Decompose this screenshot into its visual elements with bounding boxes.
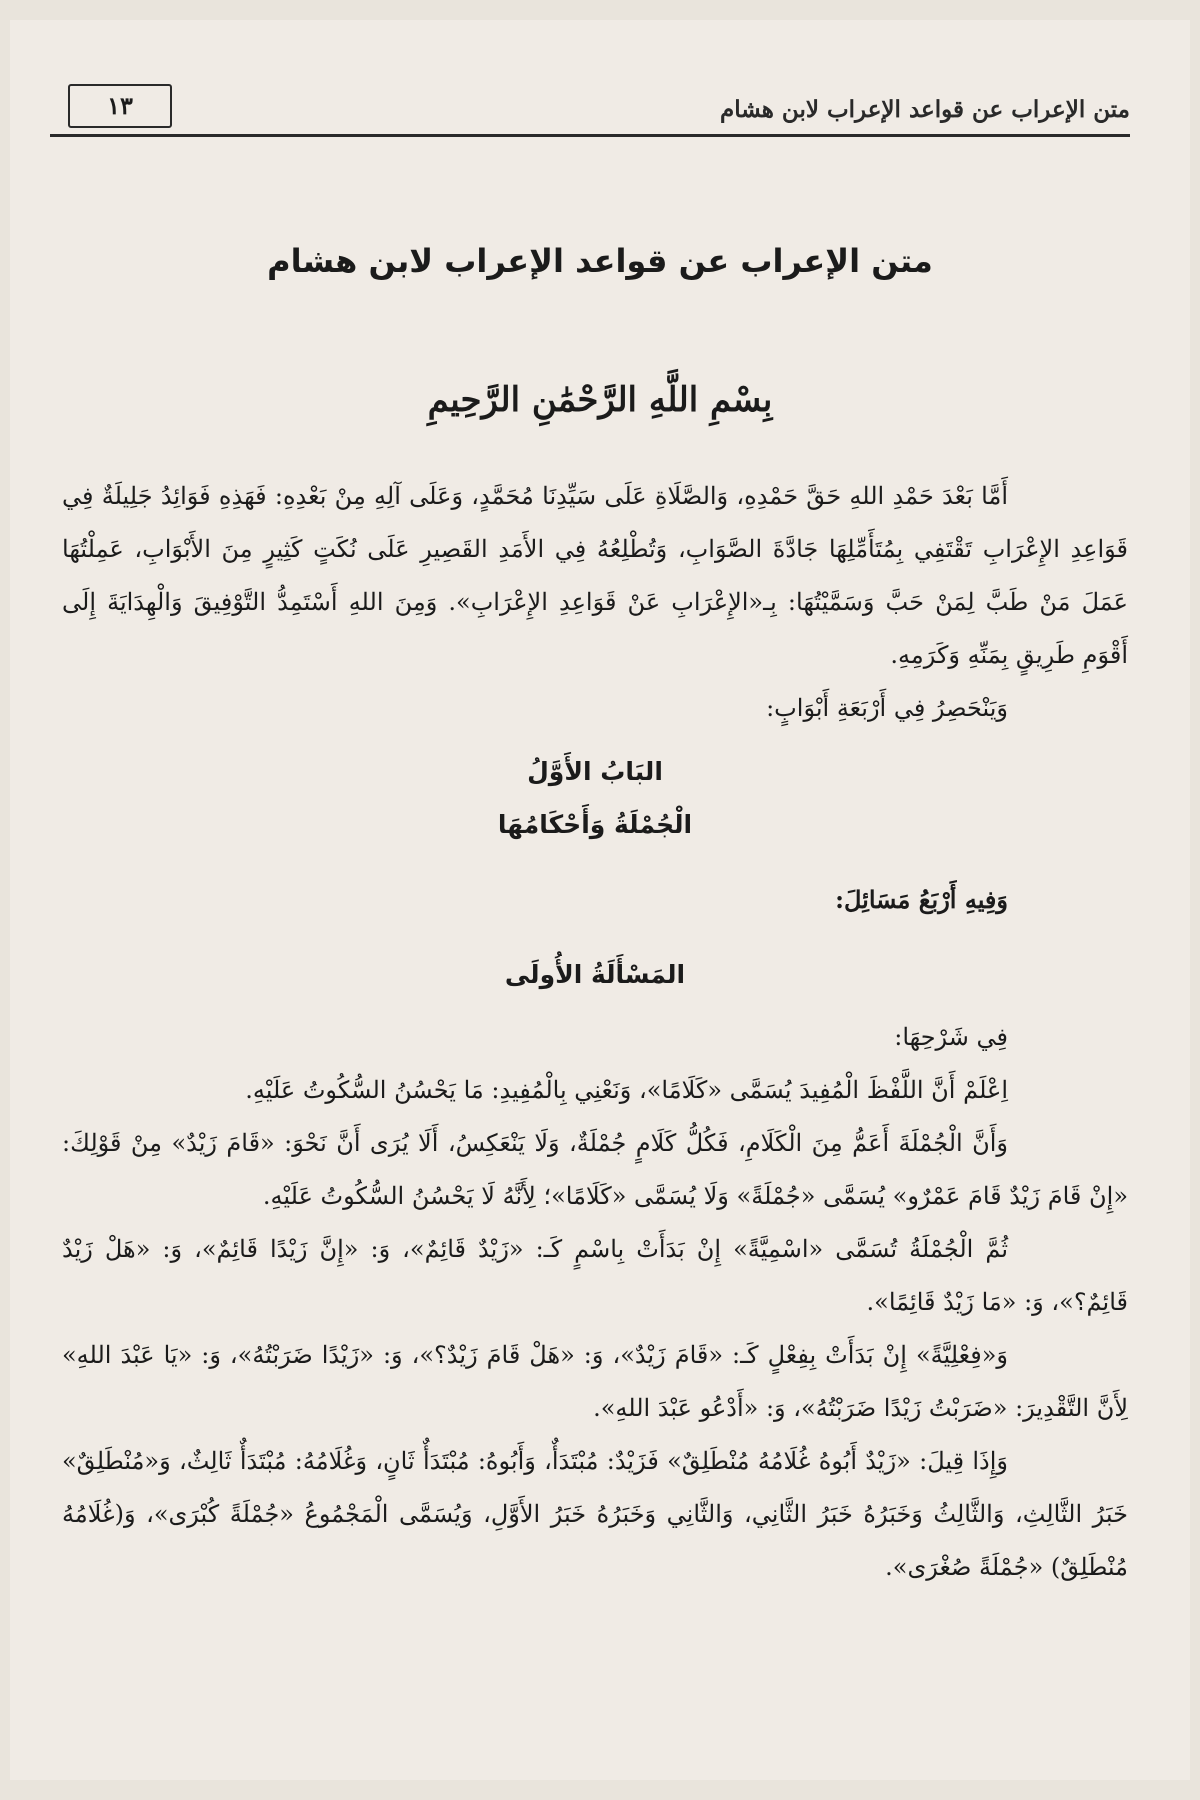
chapter-subheading: الْجُمْلَةُ وَأَحْكَامُهَا (497, 810, 693, 839)
intro-paragraph: أَمَّا بَعْدَ حَمْدِ اللهِ حَقَّ حَمْدِهِ، وَالصَّلَاةِ عَلَى سَيِّدِنَا مُحَمَّدٍ، وَعَلَى آلِهِ مِنْ بَعْدِهِ: فَهَذِهِ فَوَائِدُ جَلِيلَةٌ فِي قَوَاعِدِ الإِعْرَابِ تَقْتَفِي بِمُتَأَمِّلِهَا جَادَّةَ الصَّوَابِ، وَتُطْلِعُهُ فِي الأَمَدِ القَصِيرِ عَلَى نُكَتٍ كَثِيرٍ مِنَ الأَبْوَابِ، عَمِلْتُهَا عَمَلَ مَنْ طَبَّ لِمَنْ حَبَّ وَسَمَّيْتُهَا: بِـ«الإِعْرَابِ عَنْ قَوَاعِدِ الإِعْرَابِ». وَمِنَ اللهِ أَسْتَمِدُّ التَّوْفِيقَ وَالْهِدَايَةَ إِلَى أَقْوَمِ طَرِيقٍ بِمَنِّهِ وَكَرَمِهِ. (62, 482, 1128, 669)
issue-heading: المَسْأَلَةُ الأُولَى (504, 960, 686, 989)
paragraph: وَ«فِعْلِيَّةً» إِنْ بَدَأَتْ بِفِعْلٍ كَـ: «قَامَ زَيْدٌ»، وَ: «هَلْ قَامَ زَيْدٌ؟»، وَ: «زَيْدًا ضَرَبْتُهُ»، وَ: «يَا عَبْدَ اللهِ» لِأَنَّ التَّقْدِيرَ: «ضَرَبْتُ زَيْدًا ضَرَبْتُهُ»، وَ: «أَدْعُو عَبْدَ اللهِ». (62, 1341, 1128, 1422)
page-number: ١٣ (68, 84, 172, 128)
running-header (50, 78, 1130, 137)
issue-intro: فِي شَرْحِهَا: (894, 1023, 1008, 1051)
paragraph: وَأَنَّ الْجُمْلَةَ أَعَمُّ مِنَ الْكَلَامِ، فَكُلُّ كَلَامٍ جُمْلَةٌ، وَلَا يَنْعَكِسُ، أَلَا يُرَى أَنَّ نَحْوَ: «قَامَ زَيْدٌ» مِنْ قَوْلِكَ: «إِنْ قَامَ زَيْدٌ قَامَ عَمْرٌو» يُسَمَّى «جُمْلَةً» وَلَا يُسَمَّى «كَلَامًا»؛ لِأَنَّهُ لَا يَحْسُنُ السُّكُوتُ عَلَيْهِ. (62, 1129, 1128, 1210)
paragraph: اِعْلَمْ أَنَّ اللَّفْظَ الْمُفِيدَ يُسَمَّى «كَلَامًا»، وَنَعْنِي بِالْمُفِيدِ: مَا يَحْسُنُ السُّكُوتُ عَلَيْهِ. (245, 1076, 1008, 1104)
chapters-intro: وَيَنْحَصِرُ فِي أَرْبَعَةِ أَبْوَابٍ: (766, 694, 1008, 722)
book-page (10, 20, 1190, 1780)
running-title: متن الإعراب عن قواعد الإعراب لابن هشام (720, 96, 1130, 123)
chapter-heading: البَابُ الأَوَّلُ (527, 757, 663, 786)
document-title: متن الإعراب عن قواعد الإعراب لابن هشام (267, 242, 933, 280)
paragraph: وَإِذَا قِيلَ: «زَيْدٌ أَبُوهُ غُلَامُهُ مُنْطَلِقٌ» فَزَيْدٌ: مُبْتَدَأٌ، وَأَبُوهُ: مُبْتَدَأٌ ثَانٍ، وَغُلَامُهُ: مُبْتَدَأٌ ثَالِثٌ، وَ«مُنْطَلِقٌ» خَبَرُ الثَّالِثِ، وَالثَّالِثُ وَخَبَرُهُ خَبَرُ الثَّانِي، وَالثَّانِي وَخَبَرُهُ خَبَرُ الأَوَّلِ، وَيُسَمَّى الْمَجْمُوعُ «جُمْلَةً كُبْرَى»، وَ(غُلَامُهُ مُنْطَلِقٌ) «جُمْلَةً صُغْرَى». (62, 1447, 1128, 1581)
issues-intro: وَفِيهِ أَرْبَعُ مَسَائِلَ: (835, 885, 1008, 914)
body-text (62, 470, 1128, 1594)
paragraph: ثُمَّ الْجُمْلَةُ تُسَمَّى «اسْمِيَّةً» إِنْ بَدَأَتْ بِاسْمٍ كَـ: «زَيْدٌ قَائِمٌ»، وَ: «إِنَّ زَيْدًا قَائِمٌ»، وَ: «هَلْ زَيْدٌ قَائِمٌ؟»، وَ: «مَا زَيْدٌ قَائِمًا». (62, 1235, 1128, 1316)
basmala: بِسْمِ اللَّهِ الرَّحْمَٰنِ الرَّحِيمِ (427, 380, 773, 420)
